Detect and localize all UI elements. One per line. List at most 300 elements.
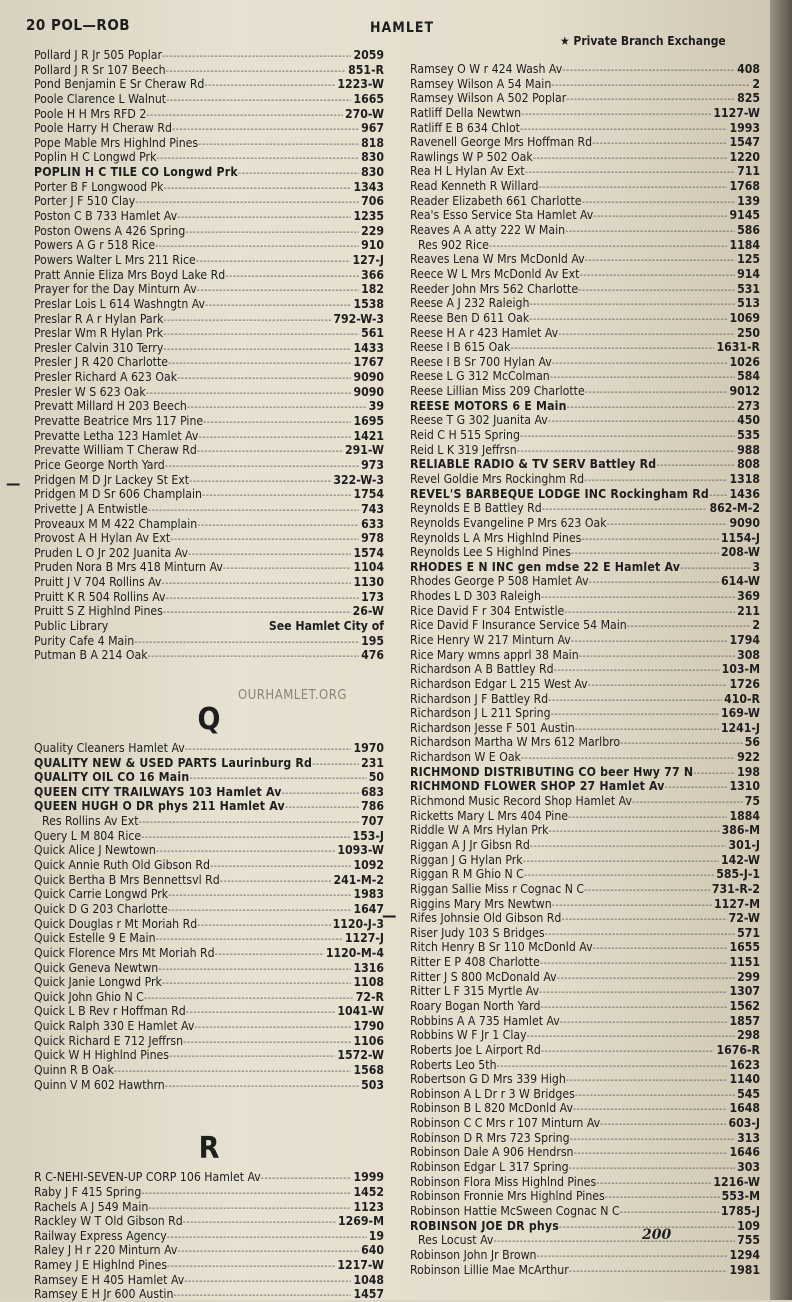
directory-entry [410,560,760,575]
phone-number: 75 [744,794,760,809]
phone-number: 1310 [729,779,760,794]
entry-name: Porter J F 510 Clay [34,194,136,209]
phone-number: 1130 [353,575,384,590]
directory-entry [410,135,760,150]
entry-name: Preslar Wm R Hylan Prk [34,326,164,341]
dot-leader [585,254,736,267]
entry-name: REVEL'S BARBEQUE LODGE INC Rockingham Rd [410,486,709,501]
directory-entry [410,1058,760,1073]
phone-number: 1241-J [720,720,760,735]
entry-name: Reynolds E B Battley Rd [410,501,542,516]
directory-entry [410,1014,760,1029]
dot-leader [548,694,722,707]
directory-entry [34,902,384,917]
entry-name: Raby J F 415 Spring [34,1184,142,1199]
entry-name: Robinson Dale A 906 Hendrsn [410,1145,574,1160]
directory-entry [34,843,384,858]
phone-number: 1127-W [713,105,760,120]
directory-entry [34,399,384,414]
entry-name: Quinn R B Oak [34,1063,114,1077]
phone-number: 72-R [355,989,384,1004]
directory-entry [410,208,760,223]
entry-name: Proveaux M M 422 Champlain [34,516,198,531]
dot-leader [596,1177,711,1190]
entry-name: Reaves Lena W Mrs McDonld Av [410,252,585,267]
dot-leader [561,913,726,926]
directory-entry [34,1273,384,1288]
entry-name: Robinson A L Dr r 3 W Bridges [410,1086,575,1101]
phone-number: 308 [737,647,760,662]
directory-entry [410,735,760,750]
directory-entry [410,91,760,106]
entry-name: Roberts Joe L Airport Rd [410,1042,541,1057]
dot-leader [146,387,352,400]
directory-entry [410,633,760,648]
directory-entry [34,546,384,561]
entry-name: Richardson Edgar L 215 West Av [410,676,588,691]
entry-name: Riddle W A Mrs Hylan Prk [410,823,549,838]
directory-entry [410,267,760,282]
phone-number: 603-J [728,1116,760,1131]
entry-name: QUALITY NEW & USED PARTS Laurinburg Rd [34,755,313,770]
directory-entry [410,179,760,194]
phone-number: 818 [361,135,384,150]
dot-leader [525,166,735,179]
dot-leader [203,416,351,429]
directory-entry [410,1263,760,1278]
dot-leader [225,270,359,283]
dot-leader [165,592,359,605]
dot-leader [197,445,343,458]
directory-entry [410,604,760,619]
directory-entry [34,1214,384,1229]
phone-number: 862-M-2 [709,501,760,516]
directory-entry [410,545,760,560]
entry-name: Pond Benjamin E Sr Cheraw Rd [34,77,205,92]
entry-name: Ramsey O W r 424 Wash Av [410,62,563,76]
directory-entry [410,984,760,999]
phone-number: 571 [737,925,760,940]
directory-entry [34,873,384,888]
phone-number: 1436 [729,486,760,501]
directory-entry [34,1229,384,1244]
directory-entry [34,1200,384,1215]
dot-leader [520,123,728,136]
directory-entry [34,48,384,63]
directory-entry [410,1131,760,1146]
directory-entry [410,150,760,165]
directory-entry [34,770,384,785]
dot-leader [489,240,728,253]
directory-entry [34,121,384,136]
directory-entry [410,677,760,692]
phone-number: 208-W [721,545,760,560]
entry-name: Reese I B Sr 700 Hylan Av [410,354,552,369]
entry-name: Reeder John Mrs 562 Charlotte [410,281,579,296]
directory-entry [34,253,384,268]
directory-entry [410,940,760,955]
entry-name: Revel Goldie Mrs Rockinghm Rd [410,471,585,486]
phone-number: 1981 [729,1262,760,1277]
dot-leader [194,1021,351,1034]
directory-entry [34,990,384,1005]
dot-leader [560,1016,728,1029]
directory-entry [34,1063,384,1078]
dot-leader [551,708,719,721]
directory-entry [410,501,760,516]
directory-entry [34,341,384,356]
entry-name: Preslar R A r Hylan Park [34,311,164,326]
dot-leader [282,787,360,800]
entry-name: Ritter L F 315 Myrtle Av [410,984,540,999]
phone-number: 1235 [353,209,384,224]
dot-leader [197,284,359,297]
phone-number: 808 [737,457,760,472]
phone-number: 1048 [353,1272,384,1287]
dot-leader [189,772,366,785]
directory-entry [410,1219,760,1234]
directory-entry [34,429,384,444]
directory-entry [410,457,760,472]
entry-name: Quick W H Highlnd Pines [34,1048,169,1063]
directory-entry [34,63,384,78]
dot-leader [186,1006,336,1019]
phone-number: 270-W [345,106,384,121]
dot-leader [134,636,359,649]
phone-number: 633 [361,516,384,531]
phone-number: 1726 [729,676,760,691]
entry-name: Robinson John Jr Brown [410,1247,537,1262]
phone-number: 1665 [353,91,384,106]
phone-number: 503 [361,1077,384,1092]
dot-leader [223,562,352,575]
entry-name: Pollard J R Sr 107 Beech [34,62,166,77]
phone-number: 1184 [729,237,760,252]
directory-entry [34,1034,384,1049]
page-number-range: 20 POL—ROB [26,16,131,34]
phone-number: 50 [368,770,384,785]
margin-arrow-mark: — [382,906,397,925]
dot-leader [680,562,750,575]
directory-entry [410,252,760,267]
directory-entry [34,487,384,502]
dot-leader [135,196,359,209]
entry-name: Reese Lillian Miss 209 Charlotte [410,384,585,399]
dot-leader [524,869,714,882]
phone-number: 586 [737,223,760,238]
entry-name: Quality Cleaners Hamlet Av [34,740,185,755]
dot-leader [627,620,751,633]
dot-leader [312,758,359,771]
dot-leader [205,299,351,312]
entry-name: QUEEN HUGH O DR phys 211 Hamlet Av [34,799,285,814]
phone-number: 410-R [724,691,760,706]
dot-leader [521,108,711,121]
directory-entry [34,814,384,829]
entry-name: Riggan Sallie Miss r Cognac N C [410,881,585,896]
dot-leader [173,1289,351,1302]
dot-leader [163,606,351,619]
dot-leader [539,986,727,999]
phone-number: 513 [737,296,760,311]
directory-entry [410,355,760,370]
entry-name: Pruden Nora B Mrs 418 Minturn Av [34,560,223,575]
entry-name: Rhodes George P 508 Hamlet Av [410,574,589,589]
dot-leader [172,123,359,136]
entry-name: RELIABLE RADIO & TV SERV Battley Rd [410,457,657,472]
phone-number: 1676-R [716,1042,760,1057]
directory-entry [34,107,384,122]
dot-leader [566,1074,728,1087]
directory-entry [34,741,384,756]
entry-name: Rice David F Insurance Service 54 Main [410,618,627,633]
phone-number: 1421 [353,428,384,443]
entry-name: Quick Bertha B Mrs Bennettsvl Rd [34,872,220,887]
directory-entry [34,756,384,771]
directory-entry [34,917,384,932]
entries-p [34,48,384,663]
phone-number: 1069 [729,310,760,325]
phone-number: 241-M-2 [333,872,384,887]
phone-number: 3 [752,559,760,574]
directory-entry [410,121,760,136]
directory-entry [34,1243,384,1258]
dot-leader [575,723,719,736]
entry-name: Reese H A r 423 Hamlet Av [410,325,559,340]
entry-name: Quick Estelle 9 E Main [34,931,156,946]
entry-name: RICHMOND FLOWER SHOP 27 Hamlet Av [410,779,665,794]
entry-name: Robinson Hattie McSween Cognac N C [410,1203,620,1218]
dot-leader [238,167,359,180]
directory-entry [410,1043,760,1058]
phone-number: 743 [361,501,384,516]
dot-leader [567,401,735,414]
phone-number: 1999 [353,1170,384,1185]
dot-leader [551,79,750,92]
phone-number: 1538 [353,296,384,311]
dot-leader [520,430,735,443]
entry-name: Ricketts Mary L Mrs 404 Pine [410,808,569,823]
entry-name: REESE MOTORS 6 E Main [410,398,567,413]
entry-name: Pratt Annie Eliza Mrs Boyd Lake Rd [34,267,226,282]
dot-leader [552,357,728,370]
entry-name: RHODES E N INC gen mdse 22 E Hamlet Av [410,559,681,574]
entry-name: Quick Ralph 330 E Hamlet Av [34,1019,195,1034]
entry-name: QUEEN CITY TRAILWAYS 103 Hamlet Av [34,784,282,799]
entry-name: Prevatt Millard H 203 Beech [34,399,187,414]
directory-entry [410,970,760,985]
directory-entry [34,355,384,370]
spacer [34,1092,384,1128]
phone-number: 173 [361,589,384,604]
directory-entry [410,1087,760,1102]
phone-number: 830 [361,150,384,165]
directory-entry [34,931,384,946]
phone-number: 1318 [729,471,760,486]
phone-number: 303 [737,1160,760,1175]
directory-entry [410,809,760,824]
phone-number: 535 [737,428,760,443]
directory-entry [410,1189,760,1204]
directory-entry [34,473,384,488]
phone-number: 9012 [729,384,760,399]
entry-name: ROBINSON JOE DR phys [410,1218,559,1233]
entry-name: Poplin H C Longwd Prk [34,150,157,165]
phone-number: 967 [361,121,384,136]
dot-leader [183,1036,351,1049]
entry-name: Quick L B Rev r Hoffman Rd [34,1004,186,1019]
directory-entry [34,858,384,873]
dot-leader [163,328,359,341]
phone-number: 139 [737,193,760,208]
entry-name: Quick Geneva Newtwn [34,960,159,975]
entry-name: Quick Richard E 712 Jeffrsn [34,1033,184,1048]
entry-name: Preslar Lois L 614 Washngtn Av [34,296,206,311]
dot-leader [549,825,720,838]
dot-leader [552,899,712,912]
entry-name: Pruden L O Jr 202 Juanita Av [34,545,188,560]
directory-entry [410,223,760,238]
phone-number: 195 [361,633,384,648]
phone-number: 614-W [721,574,760,589]
dot-leader [589,576,719,589]
dot-leader [187,401,367,414]
dot-leader [585,386,728,399]
directory-entry [34,1185,384,1200]
dot-leader [538,181,727,194]
phone-number: 1127-M [714,896,760,911]
dot-leader [588,679,728,692]
dot-leader [581,533,718,546]
entry-name: Quick D G 203 Charlotte [34,901,168,916]
entry-name: Pruitt K R 504 Rollins Av [34,589,166,604]
dot-leader [165,460,359,473]
entry-name: Rice David F r 304 Entwistle [410,603,565,618]
directory-entry [34,785,384,800]
entry-name: QUALITY OIL CO 16 Main [34,770,190,785]
dot-leader [141,831,350,844]
phone-number: 1123 [353,1199,384,1214]
entry-name: Reese T G 302 Juanita Av [410,413,548,428]
directory-entry [410,911,760,926]
dot-leader [493,1235,735,1248]
phone-number: 476 [361,648,384,663]
dot-leader [184,1275,351,1288]
dot-leader [537,1250,728,1263]
section-letter-q: Q [197,701,221,737]
dot-leader [605,1191,720,1204]
phone-number: 1754 [353,487,384,502]
dot-leader [545,928,736,941]
dot-leader [497,1060,728,1073]
section-letter-r: R [198,1131,220,1167]
dot-leader [558,328,735,341]
phone-number: 250 [737,325,760,340]
entry-name: Prevatte Letha 123 Hamlet Av [34,428,199,443]
directory-entry [34,634,384,649]
directory-entry [410,838,760,853]
dot-leader [592,137,727,150]
phone-number: 1767 [353,355,384,370]
page-binding-edge [770,0,792,1300]
entry-name: Pollard J R Jr 505 Poplar [34,48,162,62]
phone-number: 683 [361,784,384,799]
phone-number: 2 [752,76,760,91]
directory-entry [410,779,760,794]
entry-name: Robinson Edgar L 317 Spring [410,1160,569,1175]
phone-number: 1568 [353,1063,384,1077]
directory-entry [34,268,384,283]
entry-name: Res Locust Av [418,1233,494,1248]
dot-leader [593,210,727,223]
phone-number: 1572-W [337,1048,384,1063]
dot-leader [166,94,351,107]
entry-name: Ritter E P 408 Charlotte [410,955,540,970]
directory-entry [34,829,384,844]
dot-leader [578,284,735,297]
phone-number: 1785-J [720,1203,760,1218]
phone-number: 973 [361,457,384,472]
phone-number: 1220 [729,149,760,164]
directory-entry [34,312,384,327]
directory-entry [410,897,760,912]
entry-name: Richardson A B Battley Rd [410,662,554,677]
phone-number: 978 [361,531,384,546]
dot-leader [197,519,359,532]
directory-entry [34,77,384,92]
phone-number: 56 [744,735,760,750]
entry-name: Pruitt S Z Highlnd Pines [34,604,163,619]
margin-arrow-mark: — [6,474,21,493]
dot-leader [156,845,335,858]
entry-name: Richmond Music Record Shop Hamlet Av [410,794,632,809]
phone-number: 1993 [729,120,760,135]
phone-number: 313 [737,1130,760,1145]
entry-name: Robinson D R Mrs 723 Spring [410,1130,570,1145]
directory-entry [410,1116,760,1131]
dot-leader [210,860,352,873]
phone-number: 1120-M-4 [325,945,384,960]
directory-entry [410,1248,760,1263]
phone-number: 1026 [729,354,760,369]
entry-name: Ramey J E Highlnd Pines [34,1258,168,1273]
directory-entry [34,414,384,429]
entry-name: Reese L G 312 McColman [410,369,550,384]
entry-name: Rachels A J 549 Main [34,1199,149,1214]
dot-leader [693,767,735,780]
phone-number: 910 [361,238,384,253]
dot-leader [155,240,359,253]
entry-name: Price George North Yard [34,457,165,472]
entry-name: Reese I B 615 Oak [410,340,511,355]
phone-number: 408 [737,62,760,76]
dot-leader [557,972,735,985]
phone-number: 299 [737,969,760,984]
directory-entry [34,799,384,814]
directory-entry [34,180,384,195]
entry-name: Ramsey E H Jr 600 Austin [34,1287,174,1302]
left-column [34,48,384,1302]
phone-number: 1648 [729,1101,760,1116]
directory-entry [34,531,384,546]
entry-name: Reader Elizabeth 661 Charlotte [410,193,582,208]
phone-number: 711 [737,164,760,179]
directory-entry [410,882,760,897]
phone-number: 273 [737,398,760,413]
entry-name: Richardson Jesse F 501 Austin [410,720,575,735]
entries-q [34,741,384,1092]
dot-leader [541,591,735,604]
